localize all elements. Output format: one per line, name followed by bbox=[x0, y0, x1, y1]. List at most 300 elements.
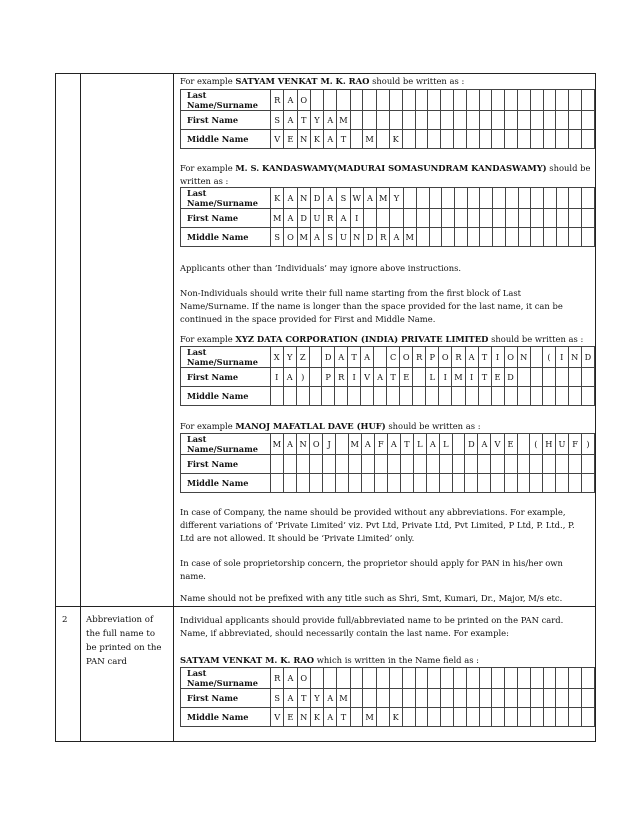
grid-row-label: Middle Name bbox=[181, 130, 271, 149]
letter-box bbox=[531, 188, 544, 209]
letter-box bbox=[543, 90, 556, 111]
letter-box bbox=[455, 228, 468, 247]
letter-box bbox=[505, 209, 518, 228]
letter-box bbox=[479, 90, 492, 111]
letter-box bbox=[324, 668, 337, 689]
grid-row bbox=[181, 474, 595, 493]
letter-box bbox=[556, 90, 569, 111]
letter-box bbox=[582, 188, 595, 209]
letter-box bbox=[555, 474, 568, 493]
letter-box bbox=[454, 90, 467, 111]
letter-box bbox=[284, 474, 297, 493]
letter-box bbox=[337, 90, 350, 111]
letter-box bbox=[581, 387, 594, 406]
letter-box: A bbox=[363, 188, 376, 209]
letter-box: I bbox=[270, 368, 283, 387]
letter-box: E bbox=[284, 130, 297, 149]
non-individuals-line-2: Name/Surname. If the name is longer than the space provided for the last name, it can be bbox=[180, 301, 563, 311]
letter-box bbox=[555, 455, 568, 474]
letter-box: W bbox=[350, 188, 363, 209]
letter-box: D bbox=[465, 434, 478, 455]
letter-box bbox=[543, 368, 556, 387]
grid-row bbox=[181, 188, 595, 209]
row-divider bbox=[56, 606, 595, 607]
letter-box bbox=[504, 455, 517, 474]
abbreviation-text-line-2: Name, if abbreviated, should necessarily contain the last name. For example: bbox=[180, 628, 509, 638]
letter-box bbox=[402, 668, 415, 689]
letter-box: A bbox=[361, 434, 374, 455]
letter-box: I bbox=[350, 209, 363, 228]
letter-box bbox=[402, 708, 415, 727]
letter-box: A bbox=[284, 434, 297, 455]
letter-box bbox=[426, 387, 439, 406]
letter-box bbox=[387, 474, 400, 493]
letter-box: A bbox=[478, 434, 491, 455]
letter-box: E bbox=[284, 708, 297, 727]
letter-box: D bbox=[310, 188, 323, 209]
letter-box: Y bbox=[283, 347, 296, 368]
letter-box: V bbox=[271, 130, 284, 149]
letter-box: A bbox=[335, 347, 348, 368]
letter-box bbox=[350, 111, 363, 130]
example-2-intro-cont: written as : bbox=[180, 176, 229, 186]
letter-box bbox=[283, 387, 296, 406]
letter-box bbox=[517, 434, 529, 455]
field-title-line-3: be printed on the bbox=[86, 643, 162, 653]
letter-box bbox=[441, 90, 454, 111]
letter-box bbox=[466, 111, 479, 130]
letter-box bbox=[376, 90, 389, 111]
letter-box bbox=[376, 111, 389, 130]
letter-box bbox=[530, 90, 543, 111]
letter-box bbox=[336, 455, 348, 474]
letter-box bbox=[442, 188, 455, 209]
letter-box bbox=[428, 708, 441, 727]
letter-box bbox=[389, 90, 402, 111]
letter-box bbox=[335, 387, 348, 406]
letter-box bbox=[530, 111, 543, 130]
grid-row-label: Last Name/Surname bbox=[181, 188, 271, 209]
letter-box bbox=[569, 130, 582, 149]
letter-box: K bbox=[310, 708, 323, 727]
letter-box: O bbox=[400, 347, 413, 368]
letter-box bbox=[517, 708, 530, 727]
letter-box: N bbox=[568, 347, 581, 368]
letter-box: A bbox=[310, 228, 323, 247]
letter-box bbox=[415, 130, 428, 149]
column-divider bbox=[80, 74, 81, 741]
letter-box bbox=[543, 708, 556, 727]
letter-box bbox=[441, 130, 454, 149]
letter-box bbox=[439, 474, 452, 493]
letter-box: R bbox=[271, 90, 284, 111]
abbreviation-text-line-1: Individual applicants should provide full/abbreviated name to be printed on the PAN card. bbox=[180, 615, 564, 625]
letter-box bbox=[374, 474, 387, 493]
letter-box bbox=[505, 689, 518, 708]
letter-box: N bbox=[297, 708, 310, 727]
letter-box: T bbox=[297, 689, 310, 708]
letter-box bbox=[492, 130, 505, 149]
letter-box bbox=[581, 668, 594, 689]
letter-box: A bbox=[390, 228, 403, 247]
letter-box bbox=[582, 228, 595, 247]
letter-box: D bbox=[581, 347, 594, 368]
letter-box bbox=[480, 228, 493, 247]
letter-box bbox=[374, 387, 387, 406]
sole-proprietor-line-2: name. bbox=[180, 571, 206, 581]
letter-box bbox=[376, 130, 389, 149]
letter-box bbox=[336, 474, 348, 493]
grid-row bbox=[181, 111, 595, 130]
letter-box: ) bbox=[582, 434, 595, 455]
letter-box bbox=[324, 90, 337, 111]
letter-box bbox=[402, 90, 415, 111]
non-individuals-line-1: Non-Individuals should write their full name starting from the first block of Last bbox=[180, 288, 522, 298]
letter-box bbox=[441, 708, 454, 727]
letter-box bbox=[543, 668, 556, 689]
grid-row bbox=[181, 434, 595, 455]
letter-box: D bbox=[297, 209, 310, 228]
letter-box: T bbox=[400, 434, 413, 455]
letter-box bbox=[363, 668, 376, 689]
letter-box bbox=[467, 188, 480, 209]
letter-box: A bbox=[324, 689, 337, 708]
letter-box: K bbox=[389, 708, 402, 727]
letter-box bbox=[428, 111, 441, 130]
individuals-note: Applicants other than ‘Individuals’ may ignore above instructions. bbox=[180, 263, 462, 273]
row-number: 2 bbox=[62, 615, 68, 625]
letter-box bbox=[428, 130, 441, 149]
letter-box bbox=[452, 474, 464, 493]
grid-row-label: First Name bbox=[181, 455, 271, 474]
letter-box: A bbox=[324, 111, 337, 130]
letter-box bbox=[350, 689, 363, 708]
letter-box bbox=[297, 455, 310, 474]
letter-box bbox=[530, 474, 543, 493]
letter-box bbox=[454, 130, 467, 149]
letter-box bbox=[413, 455, 426, 474]
letter-box bbox=[297, 474, 310, 493]
letter-box: Y bbox=[310, 111, 323, 130]
letter-box bbox=[478, 387, 491, 406]
letter-box: P bbox=[322, 368, 335, 387]
letter-box bbox=[478, 455, 491, 474]
letter-box bbox=[441, 111, 454, 130]
letter-box: R bbox=[335, 368, 348, 387]
letter-box: N bbox=[297, 130, 310, 149]
letter-box: I bbox=[348, 368, 361, 387]
letter-box: K bbox=[389, 130, 402, 149]
letter-box: A bbox=[284, 90, 297, 111]
letter-box bbox=[569, 455, 582, 474]
letter-box bbox=[337, 668, 350, 689]
letter-box bbox=[568, 387, 581, 406]
letter-box: Y bbox=[310, 689, 323, 708]
letter-box: N bbox=[350, 228, 363, 247]
example-4-grid bbox=[180, 433, 595, 493]
letter-box: E bbox=[491, 368, 504, 387]
letter-box bbox=[492, 90, 505, 111]
company-line-3: Ltd are not allowed. It should be ‘Private Limited’ only. bbox=[180, 533, 415, 543]
letter-box bbox=[555, 368, 568, 387]
letter-box bbox=[322, 387, 335, 406]
letter-box bbox=[467, 228, 480, 247]
letter-box: H bbox=[542, 434, 555, 455]
letter-box bbox=[390, 209, 403, 228]
letter-box bbox=[403, 188, 416, 209]
letter-box bbox=[466, 90, 479, 111]
letter-box bbox=[309, 347, 321, 368]
grid-row bbox=[181, 708, 595, 727]
letter-box bbox=[389, 668, 402, 689]
letter-box bbox=[530, 708, 543, 727]
letter-box bbox=[581, 90, 594, 111]
letter-box: A bbox=[284, 188, 297, 209]
letter-box bbox=[374, 347, 387, 368]
letter-box: M bbox=[270, 209, 283, 228]
letter-box: P bbox=[426, 347, 439, 368]
letter-box: A bbox=[284, 689, 297, 708]
letter-box bbox=[543, 209, 556, 228]
letter-box: M bbox=[348, 434, 361, 455]
grid-row bbox=[181, 209, 595, 228]
letter-box: A bbox=[387, 434, 400, 455]
letter-box bbox=[505, 188, 518, 209]
abbreviation-example-intro: SATYAM VENKAT M. K. RAO which is written in the Name field as : bbox=[180, 655, 479, 665]
letter-box bbox=[543, 188, 556, 209]
letter-box bbox=[517, 90, 530, 111]
letter-box bbox=[581, 368, 594, 387]
letter-box bbox=[310, 90, 323, 111]
letter-box: M bbox=[337, 111, 350, 130]
letter-box bbox=[402, 111, 415, 130]
example-2-intro: For example M. S. KANDASWAMY(MADURAI SOMASUNDRAM KANDASWAMY) should be bbox=[180, 163, 591, 173]
field-title-line-4: PAN card bbox=[86, 657, 127, 667]
letter-box bbox=[309, 387, 321, 406]
letter-box bbox=[466, 130, 479, 149]
letter-box bbox=[581, 689, 594, 708]
letter-box: V bbox=[491, 434, 504, 455]
letter-box bbox=[569, 474, 582, 493]
letter-box: A bbox=[324, 130, 337, 149]
letter-box: S bbox=[271, 111, 284, 130]
letter-box bbox=[479, 668, 492, 689]
grid-row bbox=[181, 387, 595, 406]
grid-row-label: First Name bbox=[181, 209, 271, 228]
letter-box: A bbox=[284, 668, 297, 689]
letter-box: K bbox=[310, 130, 323, 149]
letter-box: D bbox=[504, 368, 517, 387]
letter-box bbox=[428, 90, 441, 111]
letter-box bbox=[518, 209, 531, 228]
letter-box bbox=[492, 111, 505, 130]
letter-box bbox=[415, 689, 428, 708]
letter-box bbox=[517, 474, 529, 493]
letter-box bbox=[374, 455, 387, 474]
grid-row bbox=[181, 689, 595, 708]
letter-box bbox=[518, 228, 531, 247]
letter-box bbox=[455, 209, 468, 228]
letter-box bbox=[491, 455, 504, 474]
letter-box bbox=[413, 368, 426, 387]
letter-box bbox=[569, 209, 582, 228]
letter-box: O bbox=[284, 228, 297, 247]
letter-box: I bbox=[439, 368, 452, 387]
grid-row bbox=[181, 130, 595, 149]
instructions-table bbox=[55, 73, 596, 742]
letter-box bbox=[350, 130, 363, 149]
letter-box bbox=[479, 111, 492, 130]
letter-box bbox=[491, 474, 504, 493]
letter-box bbox=[517, 368, 530, 387]
letter-box bbox=[415, 90, 428, 111]
letter-box: E bbox=[504, 434, 517, 455]
letter-box bbox=[479, 708, 492, 727]
letter-box: Z bbox=[296, 347, 309, 368]
letter-box: L bbox=[426, 368, 439, 387]
letter-box: M bbox=[270, 434, 283, 455]
letter-box bbox=[517, 689, 530, 708]
letter-box bbox=[348, 474, 361, 493]
letter-box: R bbox=[271, 668, 284, 689]
letter-box bbox=[400, 455, 413, 474]
letter-box bbox=[429, 209, 442, 228]
letter-box bbox=[416, 209, 429, 228]
letter-box bbox=[582, 455, 595, 474]
letter-box bbox=[479, 689, 492, 708]
letter-box: T bbox=[337, 130, 350, 149]
letter-box: M bbox=[403, 228, 416, 247]
letter-box bbox=[543, 228, 556, 247]
letter-box bbox=[556, 188, 569, 209]
letter-box: ) bbox=[296, 368, 309, 387]
letter-box bbox=[505, 130, 518, 149]
letter-box: V bbox=[271, 708, 284, 727]
letter-box bbox=[350, 708, 363, 727]
letter-box bbox=[530, 368, 542, 387]
letter-box bbox=[505, 668, 518, 689]
letter-box bbox=[543, 111, 556, 130]
letter-box: R bbox=[324, 209, 337, 228]
grid-row-label: Middle Name bbox=[181, 708, 271, 727]
letter-box: N bbox=[297, 434, 310, 455]
letter-box bbox=[454, 668, 467, 689]
letter-box: A bbox=[337, 209, 350, 228]
letter-box bbox=[350, 668, 363, 689]
letter-box: T bbox=[478, 368, 491, 387]
column-divider bbox=[173, 74, 174, 741]
letter-box bbox=[454, 708, 467, 727]
letter-box bbox=[569, 188, 582, 209]
letter-box bbox=[376, 668, 389, 689]
letter-box bbox=[504, 474, 517, 493]
letter-box: O bbox=[310, 434, 323, 455]
letter-box: O bbox=[297, 90, 310, 111]
letter-box: O bbox=[297, 668, 310, 689]
letter-box bbox=[556, 689, 569, 708]
letter-box bbox=[582, 209, 595, 228]
letter-box bbox=[348, 387, 361, 406]
letter-box bbox=[363, 209, 376, 228]
letter-box bbox=[493, 188, 506, 209]
letter-box bbox=[543, 387, 556, 406]
letter-box bbox=[517, 455, 529, 474]
letter-box bbox=[556, 668, 569, 689]
letter-box: L bbox=[413, 434, 426, 455]
letter-box: I bbox=[491, 347, 504, 368]
letter-box bbox=[505, 90, 518, 111]
letter-box bbox=[363, 90, 376, 111]
grid-row bbox=[181, 668, 595, 689]
letter-box: M bbox=[337, 689, 350, 708]
letter-box bbox=[350, 90, 363, 111]
letter-box bbox=[569, 708, 582, 727]
example-4-intro: For example MANOJ MAFATLAL DAVE (HUF) should be written as : bbox=[180, 421, 481, 431]
letter-box bbox=[400, 474, 413, 493]
letter-box bbox=[454, 111, 467, 130]
grid-row-label: Middle Name bbox=[181, 228, 271, 247]
grid-row-label: Middle Name bbox=[181, 474, 271, 493]
letter-box bbox=[416, 228, 429, 247]
letter-box: M bbox=[377, 188, 390, 209]
letter-box: ( bbox=[530, 434, 543, 455]
letter-box bbox=[493, 209, 506, 228]
letter-box bbox=[361, 474, 374, 493]
letter-box bbox=[517, 668, 530, 689]
grid-row bbox=[181, 228, 595, 247]
letter-box bbox=[467, 209, 480, 228]
letter-box bbox=[376, 708, 389, 727]
letter-box: A bbox=[465, 347, 478, 368]
letter-box: E bbox=[400, 368, 413, 387]
letter-box bbox=[504, 387, 517, 406]
letter-box bbox=[478, 474, 491, 493]
letter-box bbox=[531, 228, 544, 247]
grid-row-label: Last Name/Surname bbox=[181, 434, 271, 455]
grid-row-label: First Name bbox=[181, 111, 271, 130]
letter-box bbox=[416, 188, 429, 209]
example-3-intro: For example XYZ DATA CORPORATION (INDIA) PRIVATE LIMITED should be written as : bbox=[180, 334, 584, 344]
letter-box bbox=[442, 228, 455, 247]
letter-box bbox=[530, 130, 543, 149]
letter-box bbox=[439, 455, 452, 474]
letter-box: V bbox=[361, 368, 374, 387]
letter-box: U bbox=[310, 209, 323, 228]
letter-box bbox=[402, 689, 415, 708]
letter-box bbox=[543, 689, 556, 708]
letter-box bbox=[492, 668, 505, 689]
letter-box: U bbox=[337, 228, 350, 247]
letter-box bbox=[452, 455, 464, 474]
grid-row-label: First Name bbox=[181, 368, 271, 387]
letter-box bbox=[413, 474, 426, 493]
letter-box bbox=[415, 111, 428, 130]
letter-box bbox=[518, 188, 531, 209]
letter-box bbox=[543, 130, 556, 149]
letter-box bbox=[442, 209, 455, 228]
grid-row bbox=[181, 90, 595, 111]
letter-box bbox=[323, 474, 336, 493]
letter-box bbox=[429, 228, 442, 247]
letter-box: S bbox=[271, 689, 284, 708]
letter-box bbox=[465, 474, 478, 493]
letter-box bbox=[441, 689, 454, 708]
letter-box: A bbox=[324, 708, 337, 727]
letter-box: N bbox=[517, 347, 530, 368]
letter-box bbox=[429, 188, 442, 209]
letter-box bbox=[452, 387, 465, 406]
letter-box bbox=[454, 689, 467, 708]
